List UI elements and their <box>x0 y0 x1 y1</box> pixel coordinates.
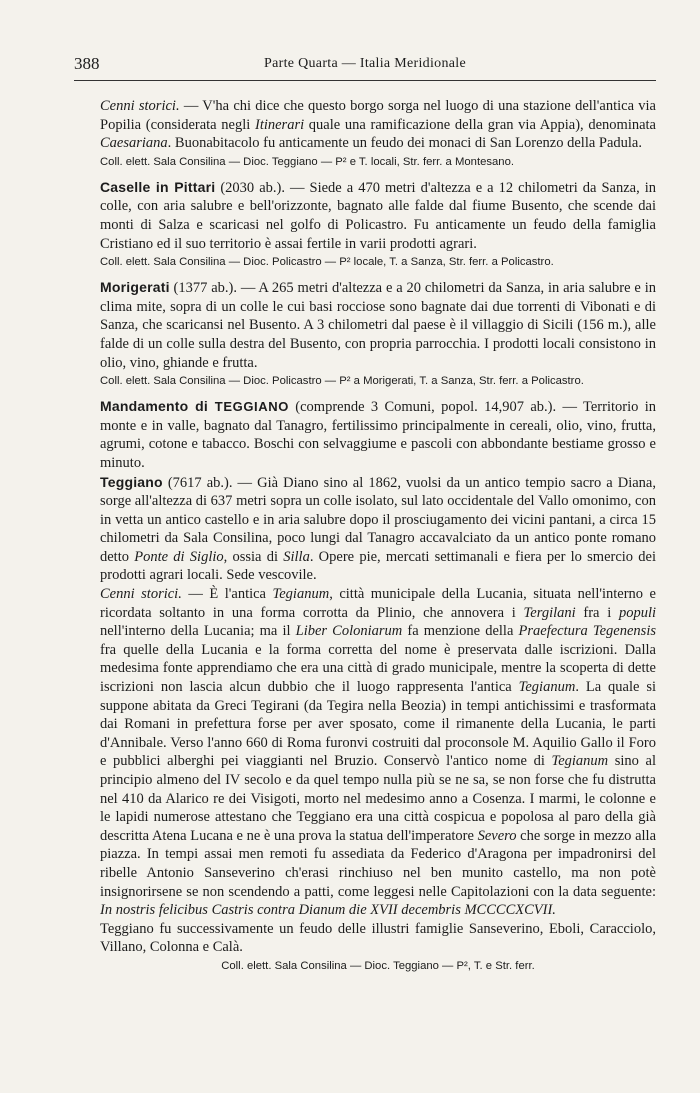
entry-note: Coll. elett. Sala Consilina — Dioc. Policastro — P² a Morigerati, T. a Sanza, Str. ferr. a Policastro. <box>100 375 584 388</box>
entry-text: — È l'antica <box>181 586 273 603</box>
entry-text: — V'ha chi dice che questo borgo sorga nel luogo di una stazione dell'antica via Popilia (considerata negli <box>100 98 656 133</box>
lead-italic: Cenni storici. <box>100 586 182 603</box>
entry-text: (comprende 3 Comuni, popol. 14,907 ab.). — Territorio in monte e in valle, bagnato dal Tanagro, fertilissimo principalmente in cereali, olio, vino, frutta, agrumi, cotone e tabacco. Boschi con selvaggiume e pascoli con abbondante bestiame grosso e minuto. <box>100 399 657 471</box>
entry-text: , ossia di <box>223 548 284 565</box>
italic-term: Tegianum <box>518 679 576 696</box>
italic-term: Caesariana <box>100 135 168 152</box>
entry-text: fa menzione della <box>402 623 519 640</box>
entry-note: Coll. elett. Sala Consilina — Dioc. Teggiano — P² e T. locali, Str. ferr. a Montesano. <box>100 155 515 168</box>
entry-heading: Teggiano <box>100 473 163 490</box>
entry-text: sino al principio almeno del IV secolo e da quel tempo nulla più se ne sa, se non forse che fu distrutta nel 410 da Alarico re dei Visigoti, morto nel medesimo anno a Cosenza. I marmi, le colonne e le lapidi numerose attestano che Teggiano era una città cospicua e popolosa al paro della già descritta Atena Lucana e ne è una prova la statua dell'imperatore <box>100 753 656 844</box>
entry-text: fra i <box>575 604 619 621</box>
entry-cenni-teggiano <box>100 585 656 920</box>
italic-term: Tergilani <box>523 604 576 621</box>
entry-text: Teggiano fu successivamente un feudo delle illustri famiglie Sanseverino, Eboli, Caracciolo, Villano, Colonna e Calà. <box>100 920 656 956</box>
entry-text: (2030 ab.). — Siede a 470 metri d'altezza e a 12 chilometri da Sanza, in colle, con aria salubre e bell'orizzonte, bagnato alle falde dal fiume Busento, che scende dai monti di Salza e scaricasi nel golfo di Policastro. Fu anticamente un feudo della famiglia Cristiano ed il suo territorio è assai fertile in varii prodotti agrari. <box>100 179 656 252</box>
entry-note: Coll. elett. Sala Consilina — Dioc. Teggiano — P², T. e Str. ferr. <box>221 959 535 972</box>
entry-note: Coll. elett. Sala Consilina — Dioc. Policastro — P² locale, T. a Sanza, Str. ferr. a Policastro. <box>100 256 554 269</box>
entry-text: fra quelle della Lucania e la forma corretta del nome è preservata dalle iscrizioni. Dalla medesima fonte apprendiamo che era una città di grado municipale, mentre la scoperta di dette iscrizioni non lascia alcun dubbio che il luogo rappresenta l'antica <box>100 641 656 696</box>
italic-term: In nostris felicibus Castris contra Dianum die XVII decembris MCCCCXCVII. <box>100 902 556 919</box>
italic-term: Tegianum <box>551 753 609 770</box>
italic-term: Tegianum <box>272 586 330 603</box>
article-body <box>100 97 656 974</box>
italic-term: populi <box>618 604 657 621</box>
entry-text: che sorge in mezzo alla piazza. In tempi assai men remoti fu assediata da Federico d'Aragona per impadronirsi del ribelle Antonio Sanseverino ch'erasi rinchiuso nel ben munito castello, ma non potè insignorirsene se non scendendo a patti, come leggesi nelle Capitolazioni con la data seguente: <box>100 827 656 900</box>
entry-text: . La quale si suppone abitata da Greci Tegirani (da Tegira nella Beozia) in tempi antichissimi e trasformata dai Romani in prefettura forse per aver sposato, come il rimanente della Lucania, le parti d'Annibale. Verso l'anno 660 di Roma furonvi costruiti dal proconsole M. Aquilio Gallo il Foro e pubblici alberghi pei viaggianti nel Bruzio. Conservò l'antico nome di <box>100 679 656 770</box>
italic-term: Liber Coloniarum <box>295 623 403 640</box>
block-gap <box>100 170 656 178</box>
entry-heading: Morigerati <box>100 279 170 296</box>
italic-term: Silla <box>283 548 310 565</box>
entry-cenni-brienza <box>100 97 656 153</box>
entry-text: nell'interno della Lucania; ma il <box>100 623 296 640</box>
entry-morigerati <box>100 278 656 372</box>
page-number: 388 <box>74 54 100 73</box>
page-header <box>74 54 656 76</box>
entry-text: (7617 ab.). — Già Diano sino al 1862, vuolsi da un antico tempio sacro a Diana, sorge all'altezza di 637 metri sopra un colle isolato, sul lato occidentale del Vallo omonimo, con in vetta un antico castello e in aria salubre dopo il prosciugamento dei vicini pantani, a circa 15 chilometri da Sala Consilina, poco lungi dal Tanagro accavalciato da un antico ponte romano detto <box>100 474 656 565</box>
block-gap <box>100 270 656 278</box>
entry-text: quale una ramificazione della gran via Appia), denominata <box>304 116 656 133</box>
entry-text: , città municipale della Lucania, situata nell'interno e ricordata soltanto in una forma corrotta da Plinio, che annovera i <box>100 586 656 621</box>
italic-term: Severo <box>477 827 517 844</box>
block-gap <box>100 389 656 397</box>
lead-italic: Cenni storici. <box>100 98 180 114</box>
entry-text: . Buonabitacolo fu anticamente un feudo dei monaci di San Lorenzo della Padula. <box>167 135 642 152</box>
entry-teggiano-feudo <box>100 920 656 957</box>
header-rule <box>74 80 656 81</box>
entry-heading: Mandamento di <box>100 398 215 415</box>
entry-caselle <box>100 178 656 253</box>
italic-term: Ponte di Siglio <box>134 548 224 565</box>
running-title: Parte Quarta — Italia Meridionale <box>264 56 466 71</box>
entry-heading: Caselle in Pittari <box>100 178 216 195</box>
entry-teggiano <box>100 473 656 586</box>
entry-text: . Opere pie, mercati settimanali e fiera per lo smercio dei prodotti agrari locali. Sede vescovile. <box>100 548 657 584</box>
entry-mandamento <box>100 397 656 472</box>
italic-term: Itinerari <box>254 116 305 133</box>
entry-heading-caps: TEGGIANO <box>214 399 289 415</box>
entry-text: (1377 ab.). — A 265 metri d'altezza e a 20 chilometri da Sanza, in aria salubre e in clima mite, sopra di un colle le cui basi rocciose sono bagnate dai due torrenti di Vibonati e di Sanza, che scaricansi nel Busento. A 3 chilometri dal paese è il villaggio di Sicili (156 m.), alle falde di un colle sulla destra del Busento, con propria parrocchia. I prodotti locali consistono in olio, vino, ghiande e frutta. <box>100 280 656 371</box>
italic-term: Praefectura Tegenensis <box>518 623 656 640</box>
